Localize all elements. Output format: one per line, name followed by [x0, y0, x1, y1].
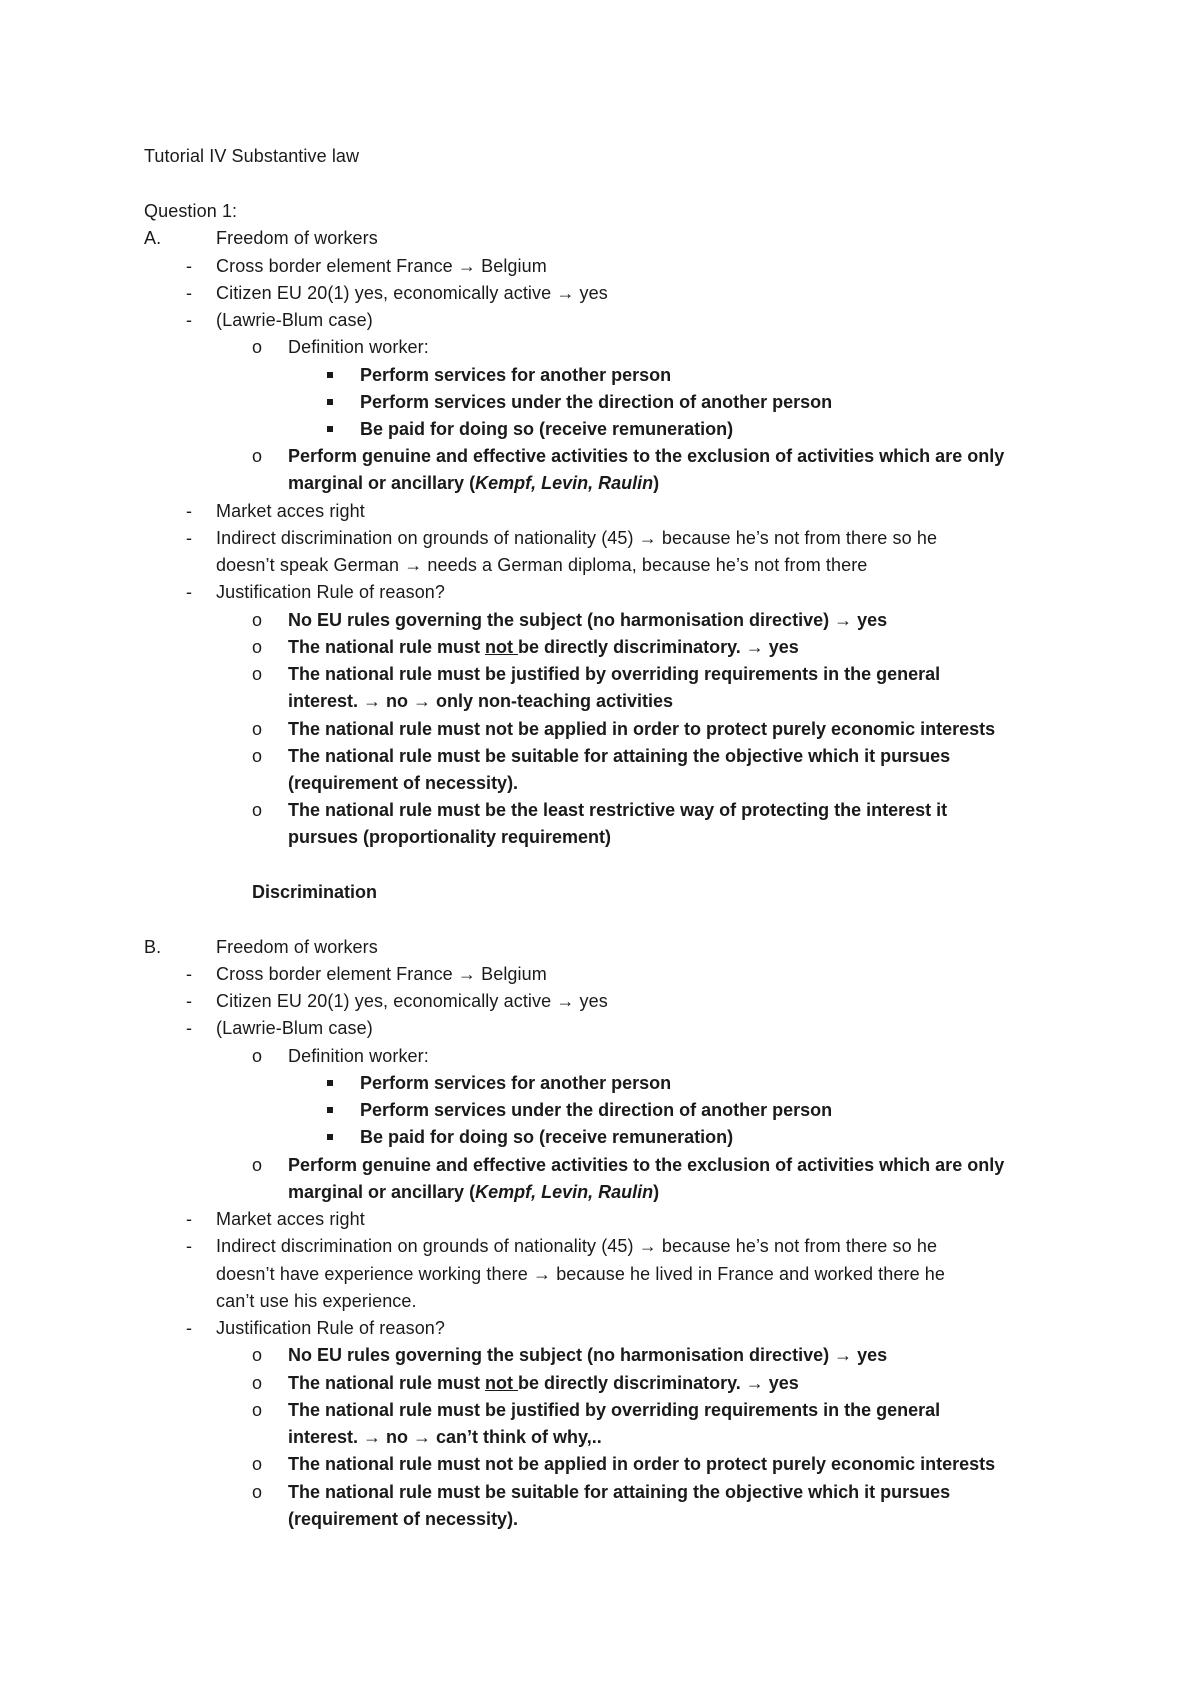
part-b-genuine-line2 [288, 1180, 659, 1204]
part-a-j3-line2: interest. → no → only non-teaching activities [288, 691, 674, 711]
j2-suffix: be directly discriminatory. → yes [518, 1373, 799, 1393]
square-bullet-icon [327, 426, 333, 432]
part-a-j4: The national rule must not be applied in order to protect purely economic interests [288, 719, 996, 739]
part-a-cross-border: Cross border element France → Belgium [216, 256, 547, 276]
part-b-j5-line1: The national rule must be suitable for attaining the objective which it pursues [288, 1482, 951, 1502]
circle-marker: o [252, 1454, 263, 1474]
part-b-indirect-line2: doesn’t have experience working there → because he lived in France and worked there he [216, 1264, 946, 1284]
part-b-citizen: Citizen EU 20(1) yes, economically active → yes [216, 991, 608, 1011]
dash-marker: - [186, 256, 192, 276]
part-b-j1: No EU rules governing the subject (no harmonisation directive) → yes [288, 1345, 888, 1365]
part-b-heading: Freedom of workers [216, 937, 378, 957]
part-a-def2: Perform services under the direction of another person [360, 392, 833, 412]
dash-marker: - [186, 1236, 192, 1256]
j2-not: not [485, 637, 519, 657]
part-a-indirect-line2: doesn’t speak German → needs a German diploma, because he’s not from there [216, 555, 868, 575]
genuine-close: ) [653, 473, 660, 493]
dash-marker: - [186, 1018, 192, 1038]
part-a-def1: Perform services for another person [360, 365, 672, 385]
part-b-def3: Be paid for doing so (receive remuneration) [360, 1127, 734, 1147]
part-a-def3: Be paid for doing so (receive remuneration) [360, 419, 734, 439]
part-a-genuine-line2 [288, 471, 659, 495]
document-title: Tutorial IV Substantive law [144, 146, 360, 166]
part-b-j2 [288, 1371, 799, 1395]
circle-marker: o [252, 1155, 263, 1175]
dash-marker: - [186, 528, 192, 548]
question-label: Question 1: [144, 201, 238, 221]
circle-marker: o [252, 1482, 263, 1502]
dash-marker: - [186, 310, 192, 330]
circle-marker: o [252, 610, 263, 630]
part-a-lawrie: (Lawrie-Blum case) [216, 310, 373, 330]
genuine-text: marginal or ancillary ( [288, 473, 476, 493]
square-bullet-icon [327, 1134, 333, 1140]
part-a-genuine-line1: Perform genuine and effective activities to the exclusion of activities which are only [288, 446, 1005, 466]
part-b-j3-line2: interest. → no → can’t think of why,.. [288, 1427, 602, 1447]
j2-suffix: be directly discriminatory. → yes [518, 637, 799, 657]
part-a-justification: Justification Rule of reason? [216, 582, 446, 602]
dash-marker: - [186, 1318, 192, 1338]
circle-marker: o [252, 719, 263, 739]
circle-marker: o [252, 1400, 263, 1420]
square-bullet-icon [327, 399, 333, 405]
part-a-j6-line1: The national rule must be the least restrictive way of protecting the interest it [288, 800, 948, 820]
j2-not: not [485, 1373, 519, 1393]
part-b-lawrie: (Lawrie-Blum case) [216, 1018, 373, 1038]
part-a-j2 [288, 635, 799, 659]
discrimination-heading: Discrimination [252, 882, 378, 902]
dash-marker: - [186, 991, 192, 1011]
part-b-indirect-line3: can’t use his experience. [216, 1291, 417, 1311]
part-b-j5-line2: (requirement of necessity). [288, 1509, 519, 1529]
circle-marker: o [252, 746, 263, 766]
part-b-indirect-line1: Indirect discrimination on grounds of nationality (45) → because he’s not from there so he [216, 1236, 938, 1256]
part-b-def2: Perform services under the direction of another person [360, 1100, 833, 1120]
j2-prefix: The national rule must [288, 1373, 486, 1393]
part-a-indirect-line1: Indirect discrimination on grounds of nationality (45) → because he’s not from there so he [216, 528, 938, 548]
part-a-j3-line1: The national rule must be justified by overriding requirements in the general [288, 664, 941, 684]
part-a-j1: No EU rules governing the subject (no harmonisation directive) → yes [288, 610, 888, 630]
part-a-heading: Freedom of workers [216, 228, 378, 248]
part-b-justification: Justification Rule of reason? [216, 1318, 446, 1338]
dash-marker: - [186, 283, 192, 303]
case-names: Kempf, Levin, Raulin [475, 473, 654, 493]
j2-prefix: The national rule must [288, 637, 486, 657]
dash-marker: - [186, 1209, 192, 1229]
part-a-j5-line1: The national rule must be suitable for attaining the objective which it pursues [288, 746, 951, 766]
part-a-j6-line2: pursues (proportionality requirement) [288, 827, 612, 847]
part-a-definition: Definition worker: [288, 337, 429, 357]
square-bullet-icon [327, 1080, 333, 1086]
part-a-j5-line2: (requirement of necessity). [288, 773, 519, 793]
part-b-cross-border: Cross border element France → Belgium [216, 964, 547, 984]
part-a-letter: A. [144, 228, 162, 248]
circle-marker: o [252, 446, 263, 466]
square-bullet-icon [327, 372, 333, 378]
genuine-text: marginal or ancillary ( [288, 1182, 476, 1202]
circle-marker: o [252, 337, 263, 357]
part-a-citizen: Citizen EU 20(1) yes, economically active → yes [216, 283, 608, 303]
case-names: Kempf, Levin, Raulin [475, 1182, 654, 1202]
circle-marker: o [252, 1345, 263, 1365]
square-bullet-icon [327, 1107, 333, 1113]
part-b-definition: Definition worker: [288, 1046, 429, 1066]
circle-marker: o [252, 1373, 263, 1393]
circle-marker: o [252, 1046, 263, 1066]
circle-marker: o [252, 664, 263, 684]
part-b-genuine-line1: Perform genuine and effective activities to the exclusion of activities which are only [288, 1155, 1005, 1175]
dash-marker: - [186, 501, 192, 521]
genuine-close: ) [653, 1182, 660, 1202]
part-b-letter: B. [144, 937, 162, 957]
part-b-def1: Perform services for another person [360, 1073, 672, 1093]
dash-marker: - [186, 582, 192, 602]
part-b-j3-line1: The national rule must be justified by overriding requirements in the general [288, 1400, 941, 1420]
circle-marker: o [252, 800, 263, 820]
circle-marker: o [252, 637, 263, 657]
part-b-j4: The national rule must not be applied in order to protect purely economic interests [288, 1454, 996, 1474]
part-a-market: Market acces right [216, 501, 365, 521]
part-b-market: Market acces right [216, 1209, 365, 1229]
dash-marker: - [186, 964, 192, 984]
